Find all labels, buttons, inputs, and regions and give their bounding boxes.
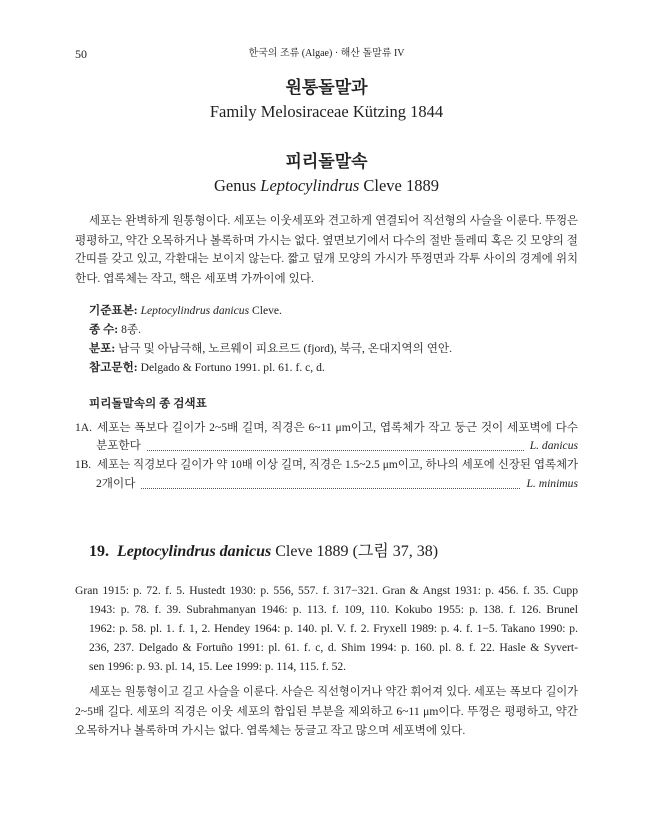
dot-leader (147, 450, 524, 451)
running-title: 한국의 조류 (Algae) · 해산 돌말류 IV (248, 48, 405, 59)
synonymy-line: sen 1996: p. 93. pl. 14, 15. Lee 1999: p. 114, 115. f. 52. (89, 659, 347, 673)
references-value: Delgado & Fortuno 1991. pl. 61. f. c, d. (140, 361, 325, 374)
dot-leader (141, 488, 520, 489)
species-count-value: 8종. (121, 323, 141, 336)
species-number: 19. (89, 543, 109, 560)
type-species-authority: Cleve. (252, 304, 282, 317)
species-description (75, 683, 578, 740)
key-couplet-result (75, 437, 578, 456)
synonymy-line: 1962: p. 58. pl. 1. f. 1, 2. Hendey 1964: p. 140. pl. V. f. 2. Fryxell 1989: p. 4. f. 1−5. Takano 1990: p. (89, 621, 578, 635)
type-species-line (89, 301, 578, 320)
type-species-name: Leptocylindrus danicus (140, 304, 250, 317)
synonymy-line: 1943: p. 78. f. 39. Subrahmanyan 1946: p. 113. f. 109, 110. Kokubo 1955: p. 138. f. 126. Brunel (89, 602, 578, 616)
genus-description-line: 세포는 완벽하게 원통형이다. 세포는 이웃세포와 견고하게 연결되어 직선형의 사슬을 이룬다. 뚜껑은 (89, 215, 578, 227)
genus-description-line: 간띠를 갖고 있고, 각환대는 보이지 않는다. 짧고 덮개 모양의 가시가 뚜껑면과 각투 사이의 경계에 위치 (75, 253, 578, 265)
type-species-label: 기준표본: (89, 304, 138, 317)
genus-rank: Genus (213, 176, 257, 195)
key-couplet-text: 2개이다 (96, 476, 136, 490)
genus-description-line: 한다. 엽록체는 작고, 핵은 세포벽 가까이에 있다. (75, 272, 314, 285)
key-taxon: L. danicus (529, 439, 578, 453)
genus-korean-name: 피리돌말속 (285, 152, 368, 171)
references-label: 참고문헌: (89, 361, 138, 374)
key-couplet-line (75, 456, 578, 475)
distribution-value: 남극 및 아남극해, 노르웨이 피요르드 (fjord), 북극, 온대지역의 연안. (118, 342, 453, 355)
family-title: Family Melosiraceae Kützing 1844 (209, 102, 444, 121)
key-title: 피리돌말속의 종 검색표 (89, 397, 207, 410)
family-korean-name: 원통돌말과 (285, 78, 368, 97)
distribution-label: 분포: (89, 342, 116, 355)
key-taxon: L. minimus (526, 476, 578, 490)
key-couplet-number: 1B. (75, 459, 92, 472)
species-count-label: 종 수: (89, 323, 119, 336)
synonymy-line: Gran 1915: p. 72. f. 5. Hustedt 1930: p. 556, 557. f. 317−321. Gran & Angst 1931: p. 456. f. 35. Cupp (75, 583, 578, 597)
genus-name: Leptocylindrus (260, 176, 360, 195)
species-description-line: 세포는 원통형이고 길고 사슬을 이룬다. 사슬은 직선형이거나 약간 휘어져 있다. 세포는 폭보다 길이가 (89, 685, 578, 698)
species-authority: Cleve 1889 (275, 543, 349, 560)
species-description-line: 2~5배 길다. 세포의 직경은 이웃 세포의 함입된 부분을 제외하고 6~11 μm이다. 뚜껑은 평평하고, 약간 (75, 704, 578, 718)
family-heading (75, 78, 578, 122)
key-couplet-text: 세포는 폭보다 길이가 2~5배 길며, 직경은 6~11 μm이고, 엽록체가 작고 둥근 것이 세포벽에 다수 (97, 420, 578, 434)
species-name: Leptocylindrus danicus (117, 543, 272, 560)
page-header (75, 46, 578, 62)
species-heading (89, 541, 438, 563)
key-couplet-text: 세포는 직경보다 길이가 약 10배 이상 길며, 직경은 1.5~2.5 μm이고, 하나의 세포에 신장된 엽록체가 (97, 459, 578, 472)
key-couplet-result (75, 475, 578, 494)
genus-info (89, 301, 578, 377)
genus-description-line: 평평하고, 약간 오목하거나 볼록하며 가시는 없다. 옆면보기에서 다수의 절반 둘레띠 혹은 깃 모양의 절 (75, 234, 578, 247)
identification-key (75, 419, 578, 494)
key-couplet-number: 1A. (75, 420, 93, 434)
key-couplet-line (75, 419, 578, 438)
species-count-line (89, 320, 578, 339)
species-description-line: 오목하거나 볼록하며 가시는 없다. 엽록체는 둥글고 작고 많으며 세포벽에 있다. (75, 723, 466, 737)
genus-heading (75, 152, 578, 196)
synonymy-line: 236, 237. Delgado & Fortuño 1991: pl. 61. f. c, d. Shim 1994: p. 160. pl. 8. f. 22. Hasle & Syvert- (89, 640, 578, 654)
key-couplet-text: 분포한다 (96, 439, 141, 453)
genus-title (75, 176, 578, 196)
distribution-line (89, 339, 578, 358)
genus-description (75, 212, 578, 288)
references-line (89, 358, 578, 377)
genus-authority: Cleve 1889 (363, 176, 440, 195)
species-figures: (그림 37, 38) (352, 543, 439, 560)
species-synonymy (75, 581, 578, 676)
page-number: 50 (75, 47, 87, 61)
